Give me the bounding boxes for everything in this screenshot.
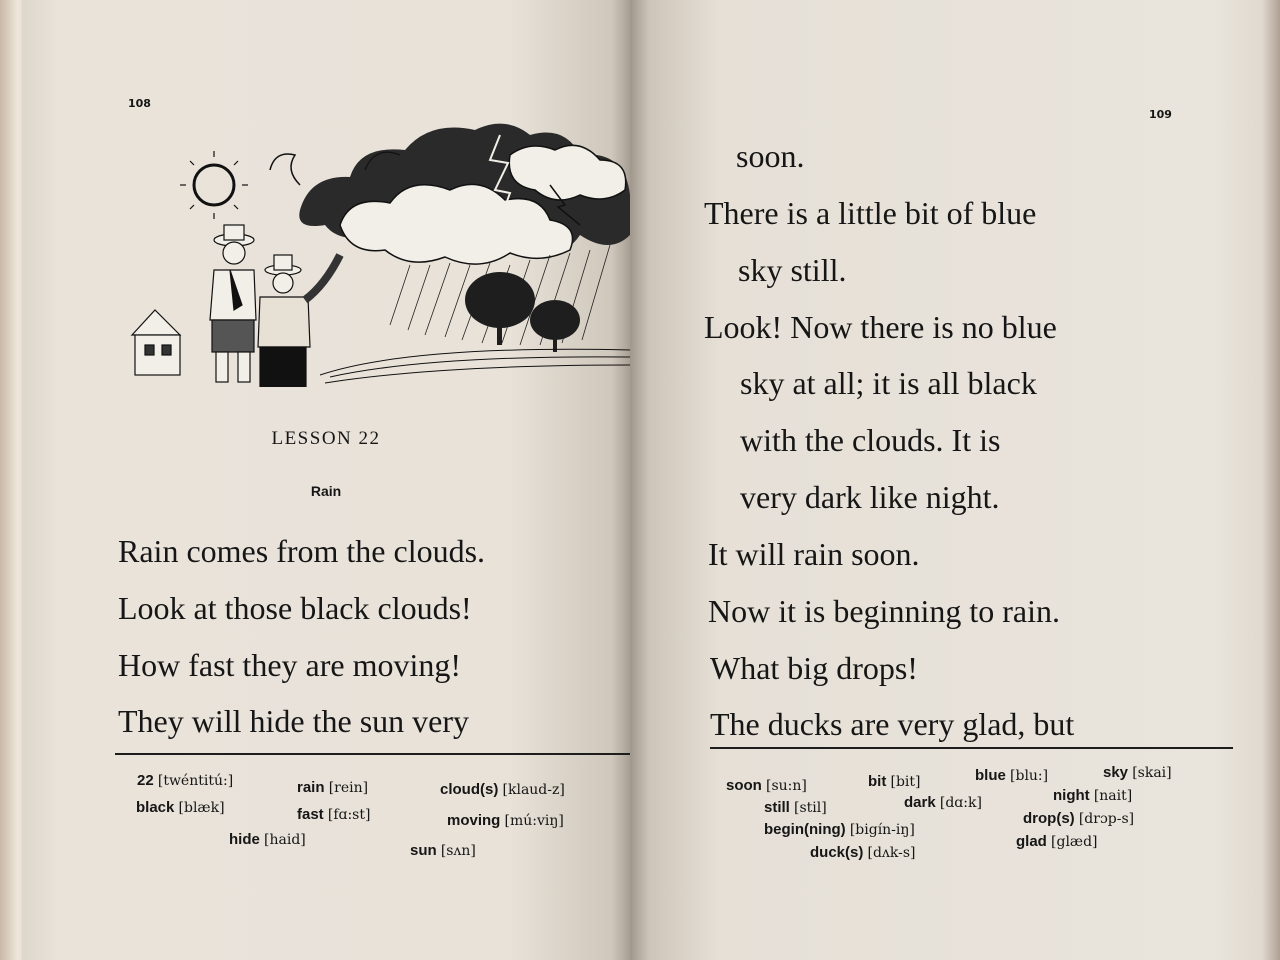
text-line: very dark like night. — [740, 479, 1000, 515]
vocab-entry: begin(ning) [bigín-iŋ] — [764, 821, 915, 838]
vocab-entry: moving [mú:viŋ] — [447, 812, 564, 829]
text-line: How fast they are moving! — [118, 647, 462, 683]
page-number-right: 109 — [1149, 108, 1172, 121]
right-page — [630, 0, 1280, 960]
text-line: Now it is beginning to rain. — [708, 593, 1060, 629]
text-line: It will rain soon. — [708, 536, 920, 572]
vocab-entry: dark [dɑ:k] — [904, 794, 982, 811]
storm-clouds — [270, 124, 630, 265]
vocab-entry: hide [haid] — [229, 831, 306, 848]
text-line: Look at those black clouds! — [118, 590, 472, 626]
text-line: soon. — [736, 138, 805, 174]
vocab-entry: rain [rein] — [297, 779, 369, 796]
vocab-entry: night [nait] — [1053, 787, 1133, 804]
boy-left — [210, 225, 256, 382]
vocab-rule — [710, 747, 1233, 749]
vocab-entry: still [stil] — [764, 799, 827, 816]
vocab-entry: blue [blu:] — [975, 767, 1049, 784]
text-line: sky at all; it is all black — [740, 365, 1037, 401]
left-page — [22, 0, 630, 960]
vocab-entry: drop(s) [drɔp-s] — [1023, 810, 1135, 827]
vocab-entry: glad [glæd] — [1016, 833, 1098, 850]
text-line: What big drops! — [710, 650, 918, 686]
vocab-entry: bit [bit] — [868, 773, 921, 790]
vocab-entry: fast [fɑ:st] — [297, 806, 371, 823]
text-line: Rain comes from the clouds. — [118, 533, 486, 569]
vocab-entry: black [blæk] — [136, 799, 225, 816]
storm-illustration — [110, 115, 630, 387]
vocab-rule — [115, 753, 630, 755]
text-line: Look! Now there is no blue — [704, 309, 1057, 345]
text-line: sky still. — [738, 252, 847, 288]
sun-drawing — [180, 151, 248, 219]
vocab-entry: sky [skai] — [1103, 764, 1172, 781]
vocab-entry: cloud(s) [klaud-z] — [440, 781, 565, 798]
vocab-entry: duck(s) [dʌk-s] — [810, 844, 916, 861]
text-line: There is a little bit of blue — [704, 195, 1037, 231]
text-line: with the clouds. It is — [740, 422, 1001, 458]
text-line: The ducks are very glad, but — [710, 706, 1075, 742]
lesson-title: Rain — [310, 483, 342, 499]
vocab-entry: soon [su:n] — [726, 777, 807, 794]
boy-right — [258, 255, 340, 387]
lesson-heading: LESSON 22 — [271, 428, 381, 449]
vocab-entry: 22 [twéntitú:] — [137, 772, 234, 789]
vocab-entry: sun [sʌn] — [410, 842, 476, 859]
text-line: They will hide the sun very — [118, 703, 470, 739]
grass — [320, 349, 630, 383]
page-number-left: 108 — [128, 97, 151, 110]
house-drawing — [132, 310, 180, 375]
